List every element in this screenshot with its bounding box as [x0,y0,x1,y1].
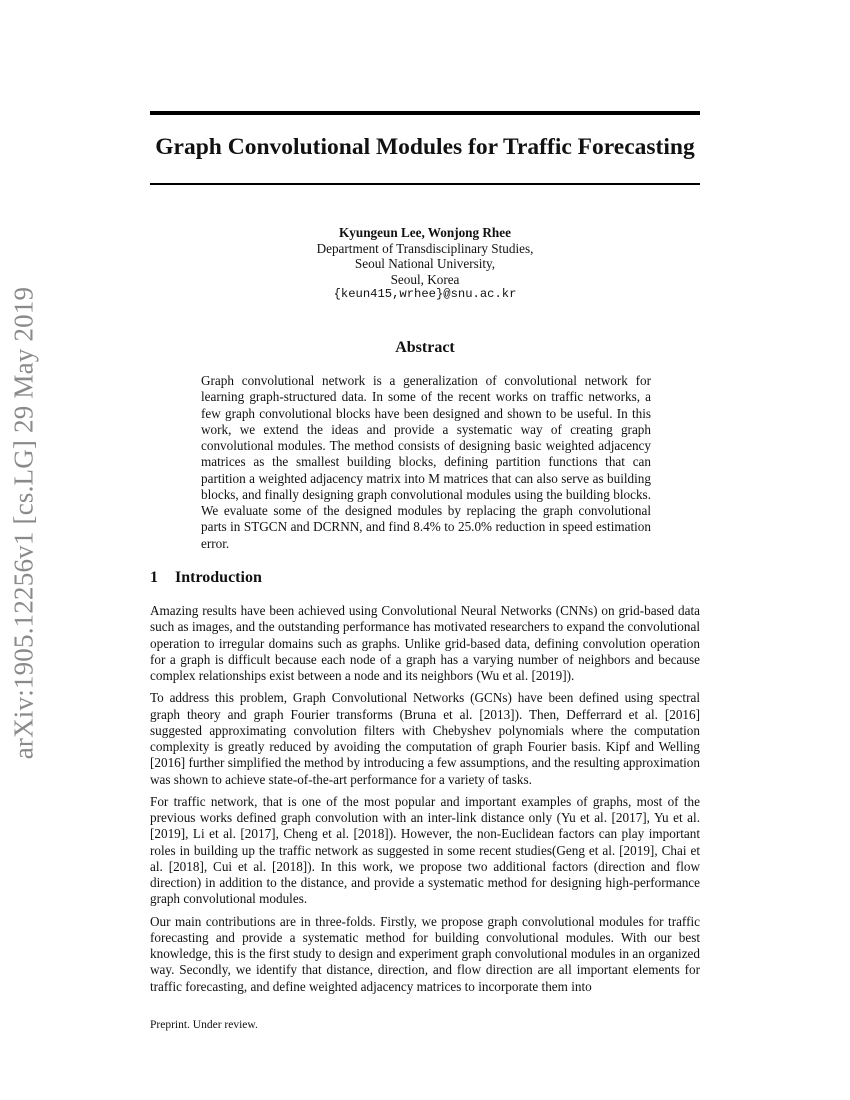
preprint-footer: Preprint. Under review. [150,1019,258,1031]
paragraph: Our main contributions are in three-folds. Firstly, we propose graph convolutional modules for traffic forecasting and provide a systematic method for building convolutional modules. With our best knowledge, this is the first study to design and experiment graph convolutional modules in an organized way. Secondly, we identify that distance, direction, and flow direction are all important elements for traffic forecasting, and define weighted adjacency matrices to incorporate them into [150,913,700,994]
author-block [150,225,700,303]
section-heading-introduction [150,569,262,587]
abstract-text: Graph convolutional network is a generalization of convolutional network for learning graph-structured data. In some of the recent works on traffic networks, a few graph convolutional blocks have been designed and shown to be useful. In this work, we extend the ideas and provide a systematic way of creating graph convolutional modules. The method consists of designing basic weighted adjacency matrices as the smallest building blocks, defining partition functions that can partition a weighted adjacency matrix into M matrices that can also serve as building blocks, and finally designing graph convolutional modules using the building blocks. We evaluate some of the designed modules by replacing the graph convolutional parts in STGCN and DCRNN, and find 8.4% to 25.0% reduction in speed estimation error. [201,373,651,551]
paragraph: For traffic network, that is one of the most popular and important examples of graphs, most of the previous works defined graph convolution with an inter-link distance only (Yu et al. [2017], Yu et al. [2019], Li et al. [2017], Cheng et al. [2018]). However, the non-Euclidean factors can play important roles in building up the traffic network as suggested in some recent studies(Geng et al. [2019], Chai et al. [2018], Cui et al. [2018]). In this work, we propose two additional factors (direction and flow direction) in addition to the distance, and provide a systematic method for designing high-performance graph convolutional modules. [150,793,700,907]
arxiv-identifier-text: arXiv:1905.12256v1 [cs.LG] 29 May 2019 [8,286,39,760]
arxiv-identifier-stamp [0,283,48,763]
section-title: Introduction [175,569,262,586]
abstract-heading: Abstract [395,339,455,356]
author-department: Department of Transdisciplinary Studies, [316,240,534,256]
title-bottom-rule [150,183,700,185]
paragraph: To address this problem, Graph Convolutional Networks (GCNs) have been defined using spectral graph theory and graph Fourier transforms (Bruna et al. [2013]). Then, Defferrard et al. [2016] suggested approximating convolution filters with Chebyshev polynomials where the computation complexity is greatly reduced by avoiding the computation of graph Fourier basis. Kipf and Welling [2016] further simplified the method by introducing a few assumptions, and the resulting approximation was shown to achieve state-of-the-art performance for a variety of tasks. [150,690,700,787]
author-names: Kyungeun Lee, Wonjong Rhee [339,225,511,240]
paragraph: Amazing results have been achieved using Convolutional Neural Networks (CNNs) on grid-based data such as images, and the outstanding performance has motivated researchers to expand the convolutional operation to irregular domains such as graphs. Unlike grid-based data, defining convolution operation for a graph is difficult because each node of a graph has a varying number of neighbors and because complex relationships exist between a node and its neighbors (Wu et al. [2019]). [150,603,700,683]
introduction-body [150,603,700,1001]
author-location: Seoul, Korea [390,271,460,287]
title-top-rule [150,111,700,115]
paper-title: Graph Convolutional Modules for Traffic Forecasting [155,134,695,160]
author-university: Seoul National University, [354,256,496,272]
author-email: {keun415,wrhee}@snu.ac.kr [333,287,517,302]
section-number: 1 [150,569,158,586]
